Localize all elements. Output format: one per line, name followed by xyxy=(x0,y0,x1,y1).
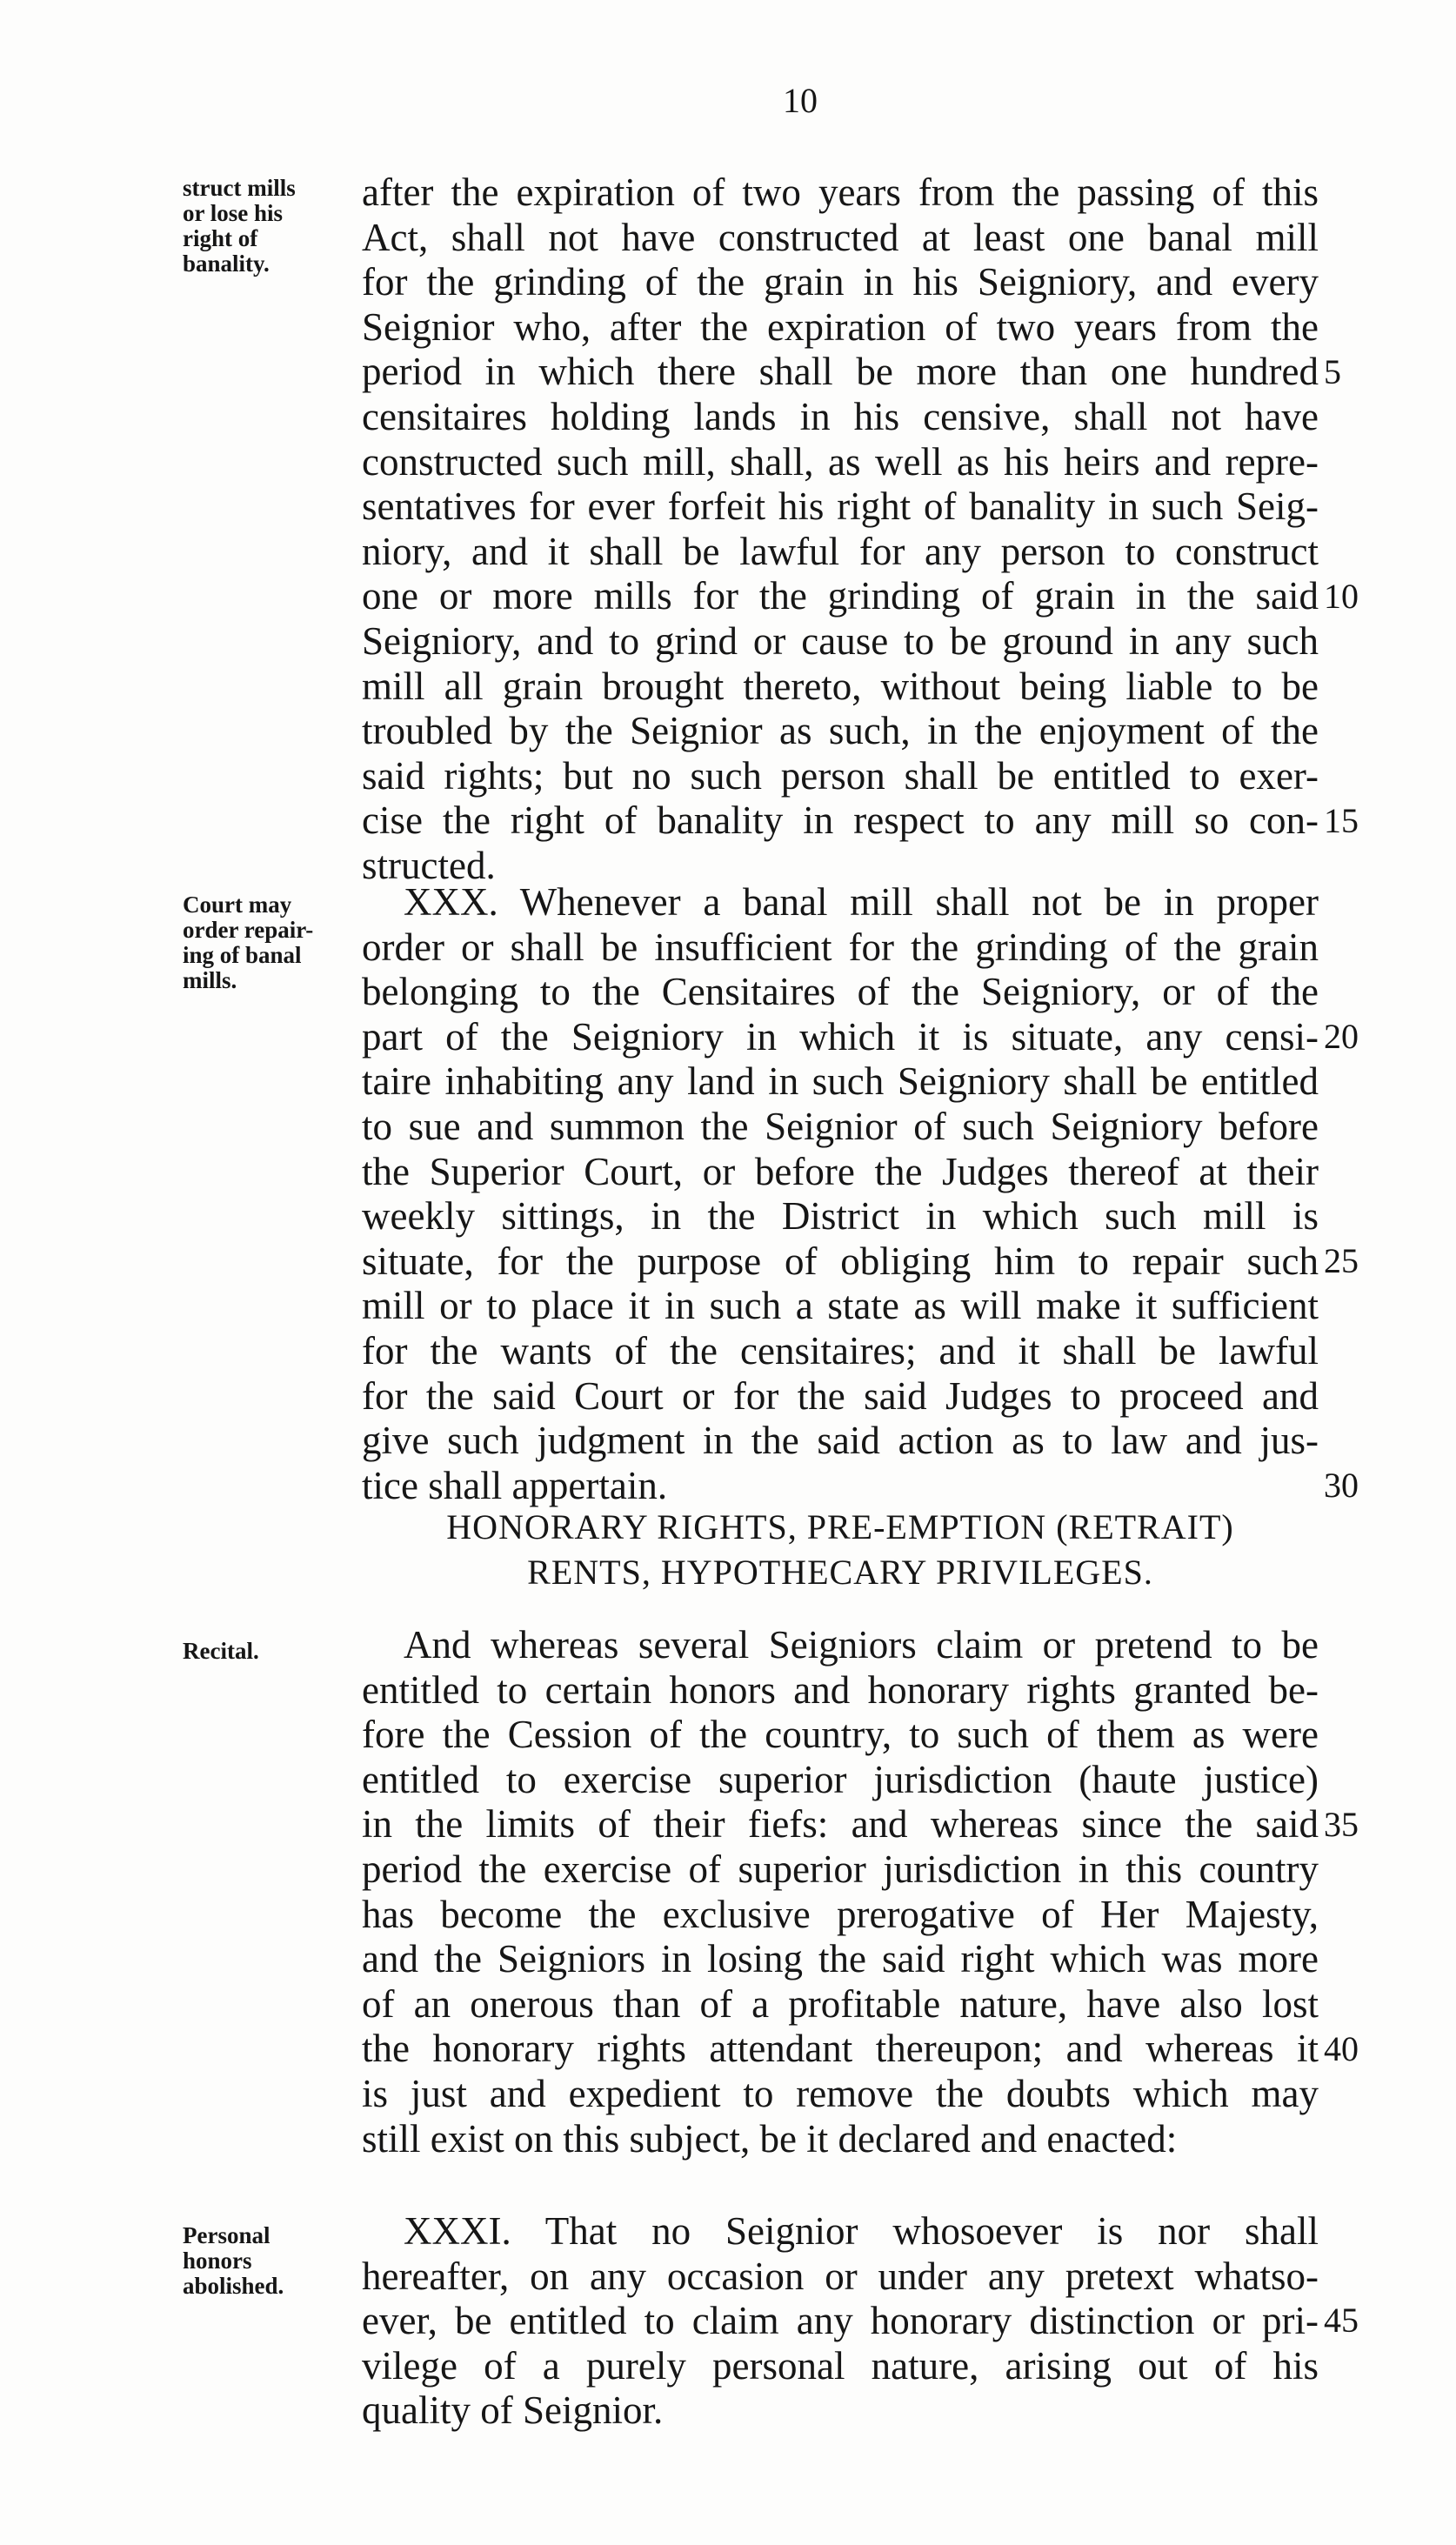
text-line: belonging to the Censitaires of the Seigniory, or of the xyxy=(362,970,1319,1014)
margin-note-line: banality. xyxy=(183,250,270,277)
text-line: niory, and it shall be lawful for any person to construct xyxy=(362,529,1319,573)
text-line: entitled to exercise superior jurisdiction (haute justice) xyxy=(362,1757,1319,1801)
text-line: quality of Seignior. xyxy=(362,2388,664,2433)
text-line: sentatives for ever forfeit his right of banality in such Seig- xyxy=(362,484,1319,529)
paragraph xyxy=(362,880,1319,1508)
text-line: give such judgment in the said action as to law and jus- xyxy=(362,1419,1319,1463)
text-line: constructed such mill, shall, as well as his heirs and repre- xyxy=(362,439,1319,484)
text-line: in the limits of their fiefs: and whereas since the said xyxy=(362,1802,1319,1847)
line-number: 45 xyxy=(1324,2301,1359,2340)
text-line: And whereas several Seigniors claim or pretend to be xyxy=(404,1623,1319,1667)
text-line: for the wants of the censitaires; and it shall be lawful xyxy=(362,1328,1319,1373)
margin-note-line: Recital. xyxy=(183,1638,259,1664)
text-line: vilege of a purely personal nature, arising out of his xyxy=(362,2343,1319,2388)
heading-line: HONORARY RIGHTS, PRE-EMPTION (RETRAIT) xyxy=(446,1507,1234,1546)
text-line: entitled to certain honors and honorary rights granted be- xyxy=(362,1667,1319,1712)
text-line: said rights; but no such person shall be entitled to exer- xyxy=(362,753,1319,798)
text-line: situate, for the purpose of obliging him to repair such xyxy=(362,1239,1319,1283)
text-line: Seigniory, and to grind or cause to be ground in any such xyxy=(362,618,1319,663)
margin-note-line: ing of banal xyxy=(183,942,302,968)
line-number: 10 xyxy=(1324,577,1359,616)
margin-note-line: Personal xyxy=(183,2222,270,2248)
text-line: to sue and summon the Seignior of such Seigniory before xyxy=(362,1104,1319,1148)
line-number: 35 xyxy=(1324,1805,1359,1844)
text-line: part of the Seigniory in which it is situate, any censi- xyxy=(362,1014,1319,1059)
line-number: 20 xyxy=(1324,1017,1359,1056)
text-line: tice shall appertain. xyxy=(362,1463,668,1507)
line-number: 40 xyxy=(1324,2029,1359,2068)
text-line: the honorary rights attendant thereupon; and whereas it xyxy=(362,2027,1319,2071)
text-line: mill all grain brought thereto, without being liable to be xyxy=(362,664,1319,708)
margin-note-line: struct mills xyxy=(183,175,296,201)
margin-note-line: order repair- xyxy=(183,917,314,943)
text-line: ever, be entitled to claim any honorary distinction or pri- xyxy=(362,2299,1319,2343)
page-number: 10 xyxy=(783,81,818,120)
text-line: the Superior Court, or before the Judges thereof at their xyxy=(362,1149,1319,1193)
text-line: after the expiration of two years from the passing of this xyxy=(362,170,1319,214)
text-line: taire inhabiting any land in such Seigniory shall be entitled xyxy=(362,1059,1319,1104)
margin-note-line: Court may xyxy=(183,892,292,918)
text-line: fore the Cession of the country, to such of them as were xyxy=(362,1713,1319,1757)
margin-note-line: abolished. xyxy=(183,2273,284,2299)
text-line: censitaires holding lands in his censive, shall not have xyxy=(362,394,1319,438)
text-line: period in which there shall be more than one hundred xyxy=(362,350,1319,394)
margin-note-line: honors xyxy=(183,2248,252,2274)
margin-note xyxy=(183,176,344,277)
text-line: one or more mills for the grinding of grain in the said xyxy=(362,574,1319,618)
text-line: weekly sittings, in the District in which such mill is xyxy=(362,1194,1319,1239)
text-line: and the Seigniors in losing the said right which was more xyxy=(362,1937,1319,1981)
text-line: Act, shall not have constructed at least one banal mill xyxy=(362,215,1319,259)
text-line: hereafter, on any occasion or under any pretext whatso- xyxy=(362,2254,1319,2298)
text-line: troubled by the Seignior as such, in the enjoyment of the xyxy=(362,709,1319,753)
paragraph xyxy=(362,2209,1319,2434)
margin-note xyxy=(183,2223,344,2299)
line-number: 25 xyxy=(1324,1241,1359,1280)
text-line: has become the exclusive prerogative of Her Majesty, xyxy=(362,1892,1319,1936)
text-line: XXX. Whenever a banal mill shall not be in proper xyxy=(404,880,1319,924)
text-line: for the said Court or for the said Judges to proceed and xyxy=(362,1373,1319,1418)
margin-note-line: or lose his xyxy=(183,200,284,226)
section-heading xyxy=(362,1505,1319,1595)
text-line: period the exercise of superior jurisdiction in this country xyxy=(362,1847,1319,1891)
text-line: mill or to place it in such a state as will make it sufficient xyxy=(362,1284,1319,1328)
text-line: Seignior who, after the expiration of two years from the xyxy=(362,304,1319,349)
text-line: structed. xyxy=(362,843,496,887)
heading-line: RENTS, HYPOTHECARY PRIVILEGES. xyxy=(527,1553,1153,1592)
margin-note-line: right of xyxy=(183,225,258,251)
paragraph xyxy=(362,1623,1319,2161)
margin-note-line: mills. xyxy=(183,967,237,993)
text-line: XXXI. That no Seignior whosoever is nor shall xyxy=(404,2209,1319,2253)
paragraph xyxy=(362,170,1319,889)
line-number: 15 xyxy=(1324,801,1359,840)
text-line: of an onerous than of a profitable nature, have also lost xyxy=(362,1981,1319,2026)
line-number: 30 xyxy=(1324,1466,1359,1505)
margin-note xyxy=(183,1639,344,1664)
margin-note xyxy=(183,892,344,993)
line-number: 5 xyxy=(1324,352,1341,391)
text-line: is just and expedient to remove the doubts which may xyxy=(362,2071,1319,2115)
text-line: cise the right of banality in respect to any mill so con- xyxy=(362,798,1319,843)
text-line: order or shall be insufficient for the grinding of the grain xyxy=(362,925,1319,969)
text-line: for the grinding of the grain in his Seigniory, and every xyxy=(362,260,1319,304)
text-line: still exist on this subject, be it declared and enacted: xyxy=(362,2116,1178,2161)
